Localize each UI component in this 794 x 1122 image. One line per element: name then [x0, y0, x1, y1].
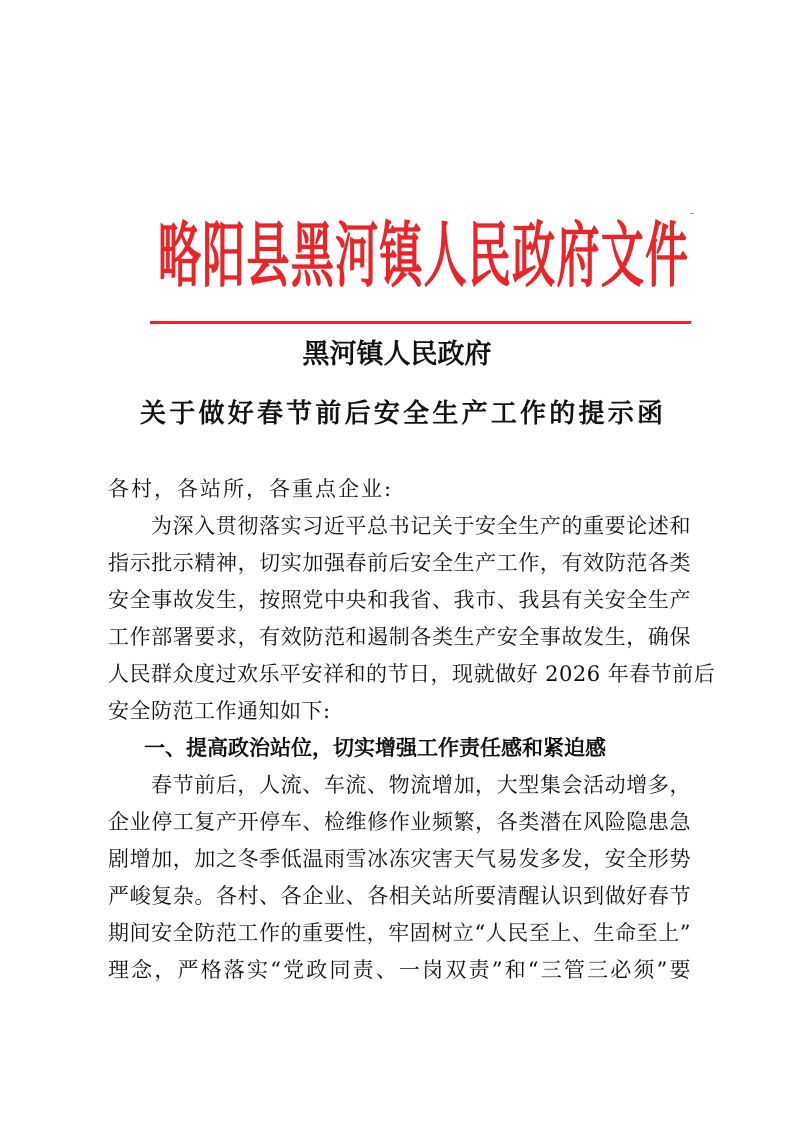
document-title-line2: 关于做好春节前后安全生产工作的提示函 [140, 399, 663, 429]
issuer-title: 略阳县黑河镇人民政府文件 [158, 215, 688, 298]
document-body [108, 474, 716, 992]
section-line: 严峻复杂。各村、各企业、各相关站所要清醒认识到做好春节 [108, 884, 691, 908]
salutation: 各村，各站所，各重点企业: [108, 477, 394, 501]
section-heading: 一、提高政治站位，切实增强工作责任感和紧迫感 [144, 736, 606, 760]
section-line: 企业停工复产开停车、检维修作业频繁，各类潜在风险隐患急 [108, 810, 691, 834]
red-header [158, 215, 688, 298]
red-divider [150, 321, 691, 324]
section-line: 期间安全防范工作的重要性，牢固树立“人民至上、生命至上” [108, 921, 691, 945]
document-title-line1: 黑河镇人民政府 [302, 339, 492, 370]
scan-mark [690, 213, 694, 214]
intro-line: 安全防范工作通知如下: [108, 699, 331, 723]
intro-line: 人民群众度过欢乐平安祥和的节日，现就做好 2026 年春节前后 [108, 662, 716, 686]
section-line: 理念，严格落实“党政同责、一岗双责”和“三管三必须”要 [108, 958, 691, 982]
section-line: 春节前后，人流、车流、物流增加，大型集会活动增多， [151, 773, 691, 797]
intro-line: 指示批示精神，切实加强春前后安全生产工作，有效防范各类 [108, 551, 691, 575]
section-line: 剧增加，加之冬季低温雨雪冰冻灾害天气易发多发，安全形势 [108, 847, 691, 871]
intro-line: 为深入贯彻落实习近平总书记关于安全生产的重要论述和 [151, 514, 691, 538]
intro-line: 工作部署要求，有效防范和遏制各类生产安全事故发生，确保 [108, 625, 691, 649]
intro-line: 安全事故发生，按照党中央和我省、我市、我县有关安全生产 [108, 588, 691, 612]
